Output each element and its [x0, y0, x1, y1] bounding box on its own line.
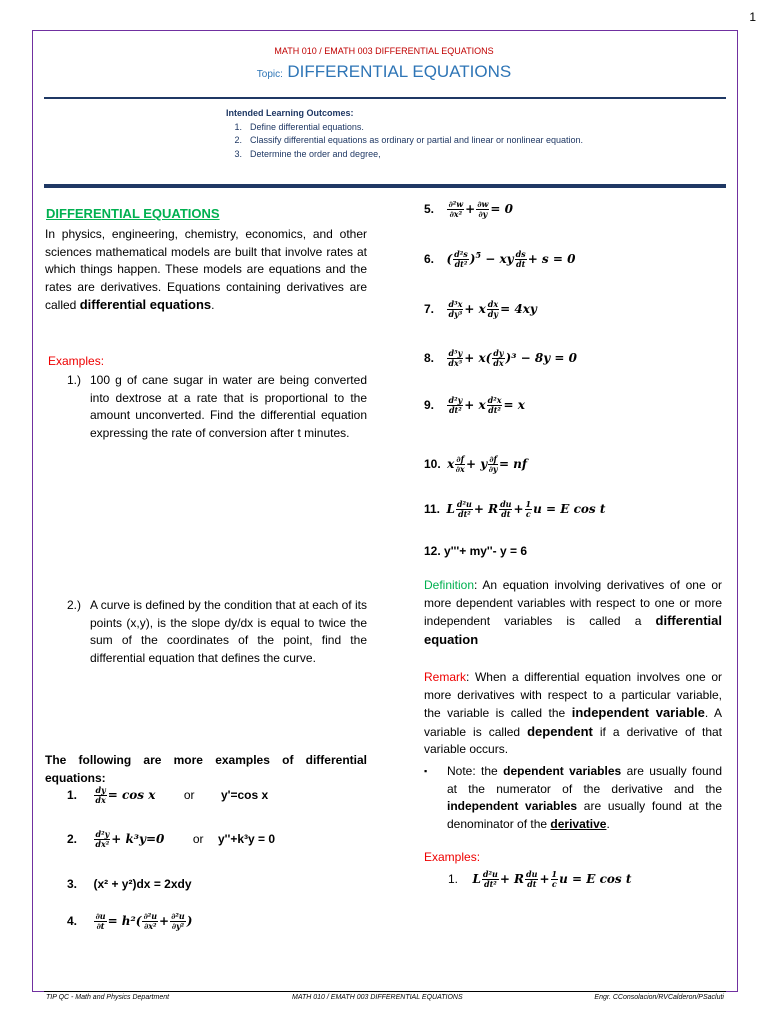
eq-num: 4. [67, 914, 78, 928]
footer-rule [44, 991, 726, 992]
ilo-num: 2. [234, 135, 242, 145]
eq-num: 9. [424, 398, 435, 412]
intro-bold: differential equations [79, 297, 212, 312]
equation-6: 6. ( $\frac{\text{d²s}}{\text{dt²}}$ )$^5$ − xy $\frac{ds}{dt}$ + s = 0 [424, 249, 576, 269]
eq-alt: y'=cos x [220, 788, 269, 802]
eq-body: (x² + y²)dx = 2xdy [93, 877, 192, 891]
problem-text: A curve is defined by the condition that at each of its points (x,y), is the slope dy/dx is equal to twice the sum of the coordinates of the point, find the differential equation that defines the curve. [90, 598, 367, 665]
definition-label: Definition [424, 578, 475, 592]
ilo-item [205, 135, 583, 145]
note-text: Note: the [447, 764, 498, 778]
eq-num: 6. [424, 252, 435, 266]
more-examples-heading: The following are more examples of differential equations: [45, 753, 367, 785]
ilo-item [205, 122, 364, 132]
remark-bold: independent variable [571, 705, 705, 720]
equation-1: 1. $\frac{dy}{dx}$ = cos x or y'=cos x [67, 785, 269, 805]
intro-paragraph: In physics, engineering, chemistry, economics, and other sciences mathematical models are built that involve rates at which things happen. These models are equations and the rates are derivatives. Equations containing derivatives are called differential equations. [45, 227, 367, 312]
ilo-num: 1. [234, 122, 242, 132]
remark-text: . A variable is called [424, 706, 722, 739]
problem-text: 100 g of cane sugar in water are being converted into dextrose at a rate that is proportional to the amount unconverted. Find the differential equation expressing the rate of conversion after t minutes. [90, 373, 367, 440]
intro-text: In physics, engineering, chemistry, economics, and other sciences mathematical models are built that involve rates at which things happen. These models are equations and the rates are derivatives. Equations containing derivatives are called [45, 227, 367, 312]
ilo-item [205, 149, 381, 159]
eq-num: 3. [67, 877, 78, 891]
note-paragraph: ▪ Note: the dependent variables are usually found at the numerator of the derivative and the independent variables are usually found at the denominator of the derivative. [424, 764, 723, 831]
course-title: MATH 010 / EMATH 003 DIFFERENTIAL EQUATIONS [274, 46, 494, 56]
eq-or: or [183, 788, 195, 802]
remark-text: if a derivative of that variable occurs. [424, 724, 722, 756]
definition-bold: differential equation [424, 613, 722, 647]
eq-num: 10. [424, 457, 441, 471]
examples2-label: Examples: [424, 850, 481, 864]
ilo-text: Classify differential equations as ordinary or partial and linear or nonlinear equation. [250, 135, 584, 145]
problem-num: 1.) [67, 373, 82, 387]
eq-num: 5. [424, 202, 435, 216]
page-number: 1 [749, 10, 756, 24]
ilo-num: 3. [234, 149, 242, 159]
eq-num: 1. [67, 788, 78, 802]
eq-num: 11. [424, 502, 441, 516]
ilo-heading: Intended Learning Outcomes: [226, 108, 354, 118]
note-text: are usually found at the numerator of the derivative and the [447, 764, 723, 796]
definition-paragraph [424, 577, 722, 649]
eq-num: 8. [424, 351, 435, 365]
remark-bold: dependent [527, 723, 593, 739]
topic-label: Topic: [256, 69, 283, 80]
example2-equation-1: 1. L $\frac{\text{d²u}}{\text{dt²}}$ + R $\frac{du}{dt}$ + $\frac{1}{c}$ u = E cos t [448, 869, 632, 889]
remark-paragraph [424, 669, 722, 759]
equation-9: 9. $\frac{\text{d²y}}{\text{dt²}}$ + x $\frac{\text{d²x}}{\text{dt²}}$ = x [424, 395, 525, 415]
problem-2 [67, 597, 367, 667]
top-rule [44, 97, 726, 99]
eq-num: 1. [448, 872, 459, 886]
topic-line [0, 62, 768, 82]
note-bold: dependent variables [503, 764, 622, 778]
note-bold: derivative [550, 816, 607, 831]
note-bold: independent variables [447, 799, 578, 813]
eq-alt: y''+k³y = 0 [217, 832, 276, 846]
topic-title: DIFFERENTIAL EQUATIONS [287, 62, 512, 81]
section-rule [44, 184, 726, 188]
equation-8: 8. $\frac{\text{d⁵y}}{\text{dx⁵}}$ + x( $\frac{dy}{dx}$ )³ − 8y = 0 [424, 348, 577, 368]
eq-or: or [192, 832, 204, 846]
definition-text: : An equation involving derivatives of one or more dependent variables with respect to one or more independent variables is called a [424, 578, 722, 628]
examples-label: Examples: [48, 354, 105, 368]
equation-3 [67, 875, 192, 893]
ilo-text: Determine the order and degree, [250, 149, 381, 159]
equation-4: 4. $\frac{\partial u}{\partial t}$ = h²( $\frac{\text{∂²u}}{\text{∂x²}}$ + $\frac{\text{∂²u}}{\text{∂y²}}$ ) [67, 911, 193, 931]
equation-5: 5. $\frac{\text{∂²w}}{\text{∂x²}}$ + $\frac{\partial w}{\partial y}$ = 0 [424, 199, 513, 219]
equation-2: 2. $\frac{\text{d²y}}{\text{dx²}}$ + k³y=0 or y''+k³y = 0 [67, 829, 276, 849]
footer-right: Engr. CConsolacion/RVCalderon/PSacluti [594, 994, 724, 1001]
equation-12: 12. y'''+ my''- y = 6 [424, 544, 527, 558]
footer-left: TIP QC - Math and Physics Department [46, 994, 170, 1001]
remark-label: Remark [424, 670, 467, 684]
remark-text: : When a differential equation involves one or more derivatives with respect to a particular variable, the variable is called the [424, 670, 722, 720]
footer-center: MATH 010 / EMATH 003 DIFFERENTIAL EQUATIONS [292, 994, 463, 1001]
eq-num: 7. [424, 302, 435, 316]
problem-num: 2.) [67, 598, 82, 612]
section-heading: DIFFERENTIAL EQUATIONS [46, 206, 220, 221]
ilo-text: Define differential equations. [250, 122, 364, 132]
equation-7: 7. $\frac{\text{d³x}}{\text{dy³}}$ + x $\frac{dx}{dy}$ = 4xy [424, 299, 537, 319]
eq-num: 2. [67, 832, 78, 846]
equation-10: 10. x $\frac{\partial f}{\partial x}$ + y $\frac{\partial f}{\partial y}$ = nf [424, 454, 528, 474]
equation-11: 11. L $\frac{\text{d²u}}{\text{dt²}}$ + R $\frac{du}{dt}$ + $\frac{1}{c}$ u = E cos t [424, 499, 606, 519]
note-text: are usually found at the denominator of the [447, 799, 722, 831]
problem-1 [67, 372, 367, 442]
